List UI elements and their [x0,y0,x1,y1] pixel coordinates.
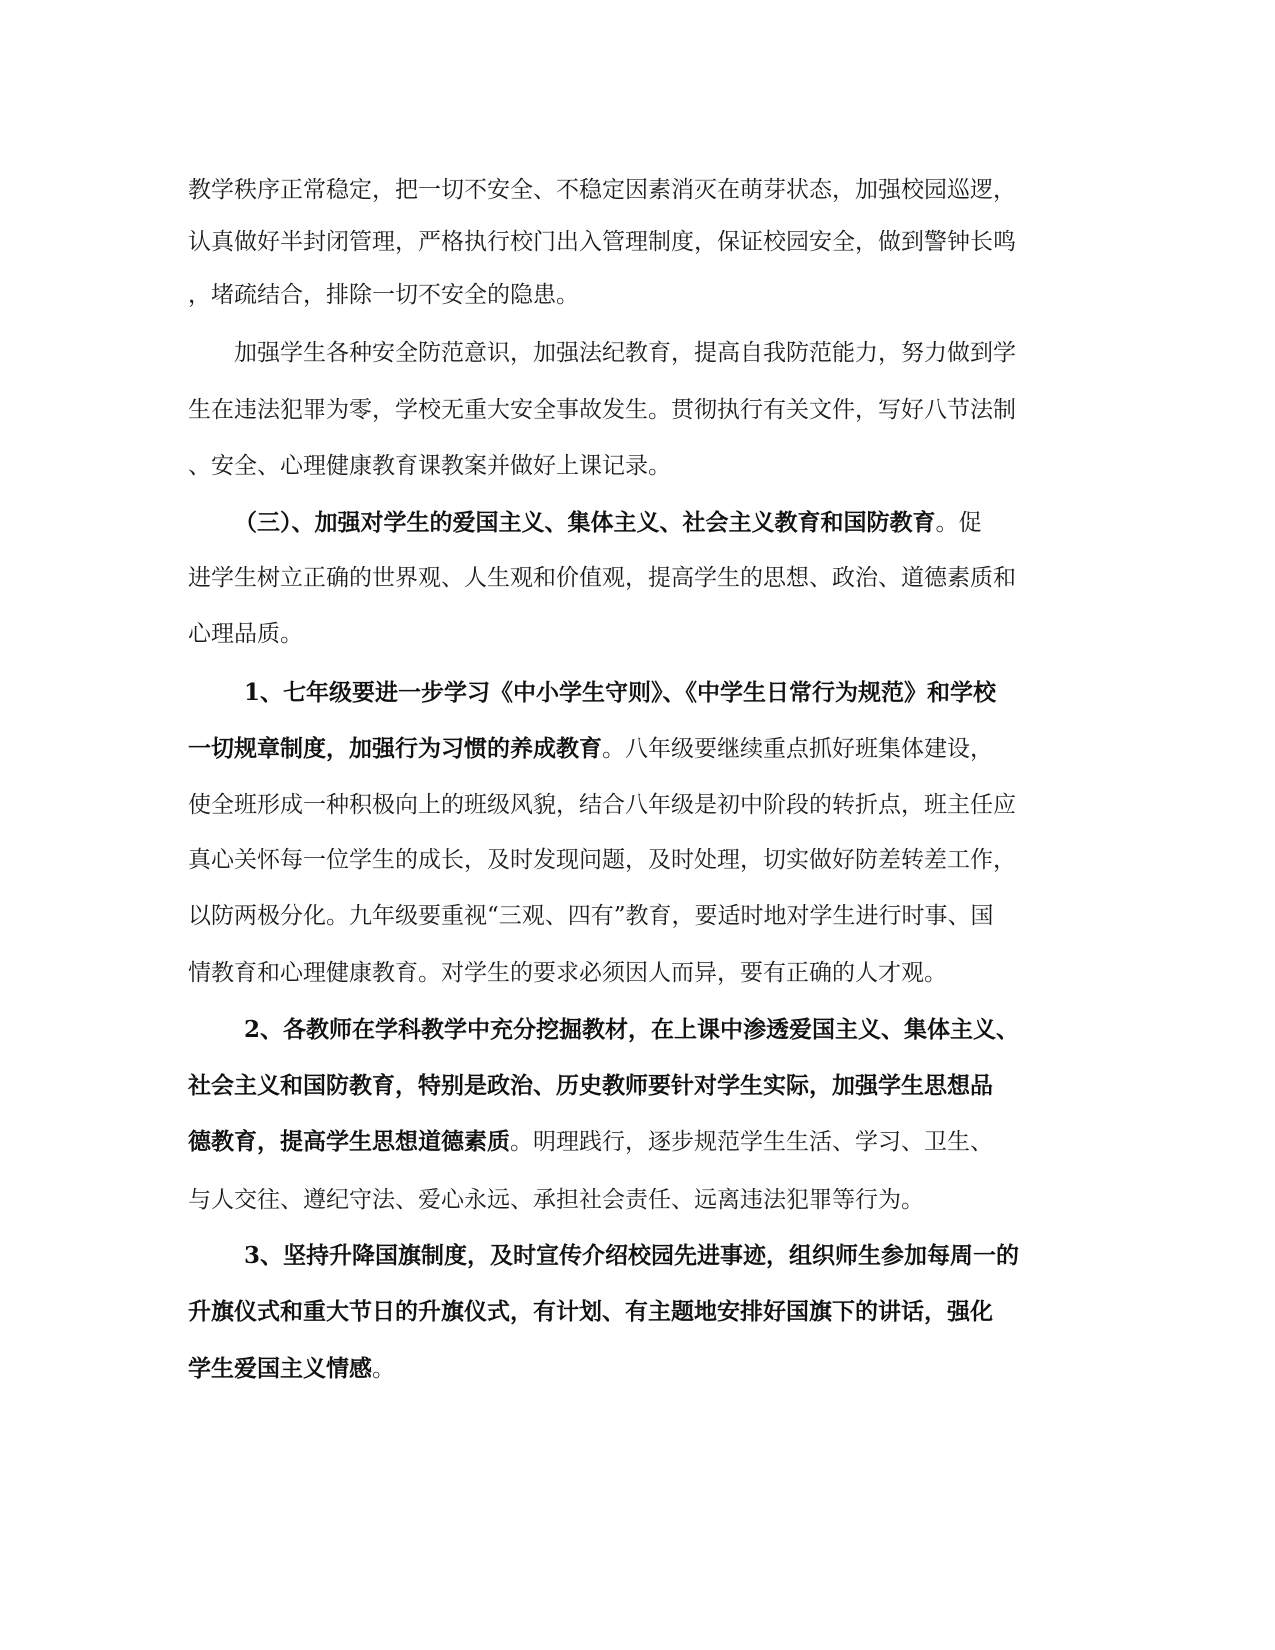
text-line-15 [188,953,947,993]
text-line-4 [234,333,1016,373]
text-run: 。明理践行，逐步规范学生生活、学习、卫生、 [510,1129,993,1155]
text-run: ，堵疏结合，排除一切不安全的隐患。 [188,282,579,308]
text-run: 。 [372,1356,395,1382]
bold-text-run: 1、七年级要进一步学习《中小学生守则》、《中学生日常行为规范》和学校 [244,679,997,706]
text-line-12 [188,785,1016,825]
text-line-14 [188,896,994,936]
text-line-11 [188,729,993,769]
text-run: 进学生树立正确的世界观、人生观和价值观，提高学生的思想、政治、道德素质和 [188,565,1016,591]
bold-text-run: （三）、加强对学生的爱国主义、集体主义、社会主义教育和国防教育 [234,509,936,536]
text-line-13 [188,840,1016,880]
text-line-10 [244,673,996,713]
text-line-22 [188,1349,395,1389]
text-line-1 [188,170,1016,210]
text-run: 、安全、心理健康教育课教案并做好上课记录。 [188,453,671,479]
text-line-9 [188,614,303,654]
bold-text-run: 学生爱国主义情感 [188,1355,372,1382]
text-line-3 [188,275,579,315]
text-line-8 [188,558,1016,598]
text-line-18 [188,1122,993,1162]
text-line-21 [188,1292,993,1332]
text-line-16 [244,1010,1019,1050]
text-run: 与人交往、遵纪守法、爱心永远、承担社会责任、远离违法犯罪等行为。 [188,1187,924,1213]
text-run: 认真做好半封闭管理，严格执行校门出入管理制度，保证校园安全，做到警钟长鸣 [188,229,1016,255]
text-run: 。促 [935,510,982,536]
text-line-7 [234,503,982,543]
text-run: 加强学生各种安全防范意识，加强法纪教育，提高自我防范能力，努力做到学 [234,340,1016,366]
text-run: 教学秩序正常稳定，把一切不安全、不稳定因素消灭在萌芽状态，加强校园巡逻， [188,177,1016,203]
bold-text-run: 2、各教师在学科教学中充分挖掘教材，在上课中渗透爱国主义、集体主义、 [244,1016,1020,1043]
text-line-20 [244,1236,1019,1276]
text-run: 以防两极分化。九年级要重视“三观、四有”教育，要适时地对学生进行时事、国 [188,903,994,929]
bold-text-run: 社会主义和国防教育，特别是政治、历史教师要针对学生实际，加强学生思想品 [188,1072,993,1099]
bold-text-run: 一切规章制度，加强行为习惯的养成教育 [188,735,602,762]
text-run: 生在违法犯罪为零，学校无重大安全事故发生。贯彻执行有关文件，写好八节法制 [188,397,1016,423]
text-line-17 [188,1066,993,1106]
text-line-2 [188,222,1016,262]
bold-text-run: 德教育，提高学生思想道德素质 [188,1128,510,1155]
text-run: 真心关怀每一位学生的成长，及时发现问题，及时处理，切实做好防差转差工作， [188,847,1016,873]
text-run: 情教育和心理健康教育。对学生的要求必须因人而异，要有正确的人才观。 [188,960,947,986]
text-run: 使全班形成一种积极向上的班级风貌，结合八年级是初中阶段的转折点，班主任应 [188,792,1016,818]
text-line-5 [188,390,1016,430]
bold-text-run: 升旗仪式和重大节日的升旗仪式，有计划、有主题地安排好国旗下的讲话，强化 [188,1298,993,1325]
text-run: 心理品质。 [188,621,303,647]
text-line-6 [188,446,671,486]
text-line-19 [188,1180,924,1220]
bold-text-run: 3、坚持升降国旗制度，及时宣传介绍校园先进事迹，组织师生参加每周一的 [244,1242,1020,1269]
text-run: 。八年级要继续重点抓好班集体建设， [602,736,993,762]
